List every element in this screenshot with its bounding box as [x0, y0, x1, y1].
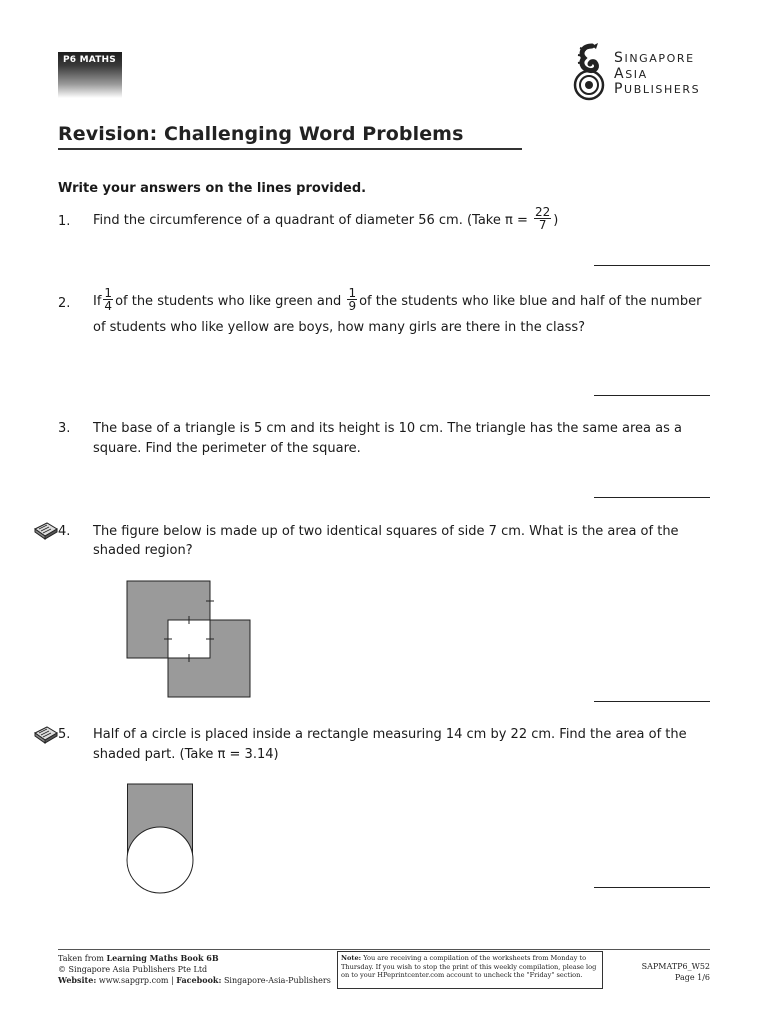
question-2-line-2: of students who like yellow are boys, how many girls are there in the class?	[93, 320, 586, 335]
footer-page-info	[600, 962, 710, 983]
question-2-text-2: of the students who like green and	[115, 294, 342, 309]
question-2-line-1	[93, 286, 702, 314]
publisher-line-1: SINGAPORE	[614, 50, 695, 66]
question-1-number: 1.	[58, 214, 71, 229]
page-number: Page 1/6	[674, 972, 710, 982]
publisher-name	[614, 51, 700, 98]
fraction-2-numerator: 1	[348, 286, 357, 300]
footer-copyright: © Singapore Asia Publishers Pte Ltd	[58, 964, 208, 974]
grade-badge-label: P6 MATHS	[63, 55, 116, 65]
answer-line-3[interactable]	[594, 497, 710, 498]
question-1-text	[93, 205, 559, 233]
page-title: Revision: Challenging Word Problems	[58, 123, 522, 150]
question-4-line-1: The figure below is made up of two identical squares of side 7 cm. What is the area of the	[93, 524, 679, 539]
footer-source-line-1	[58, 953, 331, 965]
grade-badge	[58, 52, 122, 98]
question-3-line-2: square. Find the perimeter of the square.	[93, 441, 361, 456]
question-1-text-before: Find the circumference of a quadrant of diameter 56 cm. (Take π =	[93, 213, 528, 228]
fraction-1-numerator: 1	[104, 286, 113, 300]
publisher-line-2: ASIA	[614, 65, 648, 82]
question-1-text-after: )	[553, 213, 559, 228]
question-5-number: 5.	[58, 727, 71, 742]
pi-fraction-numerator: 22	[535, 205, 551, 219]
footer-website[interactable]: www.sapgrp.com |	[96, 976, 177, 985]
pi-fraction-denominator: 7	[538, 218, 547, 232]
overlap-unshaded	[168, 620, 210, 658]
footer-facebook-label: Facebook:	[176, 975, 222, 985]
question-5-line-2: shaded part. (Take π = 3.14)	[93, 747, 279, 762]
footer-links	[58, 975, 331, 987]
footer-website-label: Website:	[58, 975, 97, 985]
footer-source	[58, 953, 331, 987]
question-3-line-1: The base of a triangle is 5 cm and its height is 10 cm. The triangle has the same area as a	[93, 421, 682, 436]
fraction-one-ninth	[347, 287, 357, 312]
question-2-text-1: If	[93, 294, 102, 309]
calculator-icon	[33, 725, 59, 745]
question-3-number: 3.	[58, 421, 71, 436]
question-4-number: 4.	[58, 524, 71, 539]
fraction-1-denominator: 4	[104, 299, 113, 313]
answer-line-5[interactable]	[594, 887, 710, 888]
question-2-text-3: of the students who like blue and half of the number	[359, 294, 702, 309]
question-2-number: 2.	[58, 296, 71, 311]
answer-line-4[interactable]	[594, 701, 710, 702]
answer-line-2[interactable]	[594, 395, 710, 396]
question-4-line-2: shaded region?	[93, 543, 193, 558]
publisher-logo	[572, 40, 722, 104]
footer-note-label: Note:	[341, 954, 362, 962]
worksheet-code: SAPMATP6_W52	[641, 962, 710, 971]
calculator-icon	[33, 521, 59, 541]
publisher-line-3: PUBLISHERS	[614, 81, 701, 97]
fraction-2-denominator: 9	[348, 299, 357, 313]
seahorse-logo-icon	[572, 40, 614, 104]
footer-rule	[58, 949, 710, 950]
fraction-one-quarter	[103, 287, 113, 312]
footer-note-text: You are receiving a compilation of the worksheets from Monday to Thursday. If you wish to stop the print of this weekly compilation, please log on to your HPeprintcenter.com account to uncheck the "Friday" section.	[341, 954, 597, 980]
footer-book-title: Learning Maths Book 6B	[106, 953, 219, 963]
question-5-line-1: Half of a circle is placed inside a rectangle measuring 14 cm by 22 cm. Find the area of the	[93, 727, 687, 742]
pi-fraction	[534, 206, 551, 231]
answer-line-1[interactable]	[594, 265, 710, 266]
instructions: Write your answers on the lines provided.	[58, 181, 367, 196]
footer-note-box	[337, 951, 603, 989]
circle-unshaded	[127, 827, 193, 893]
footer-taken-from: Taken from	[58, 954, 107, 963]
half-circle-rectangle-figure	[124, 781, 198, 895]
two-squares-figure	[120, 574, 260, 704]
footer-facebook[interactable]: Singapore-Asia-Publishers	[221, 976, 331, 985]
